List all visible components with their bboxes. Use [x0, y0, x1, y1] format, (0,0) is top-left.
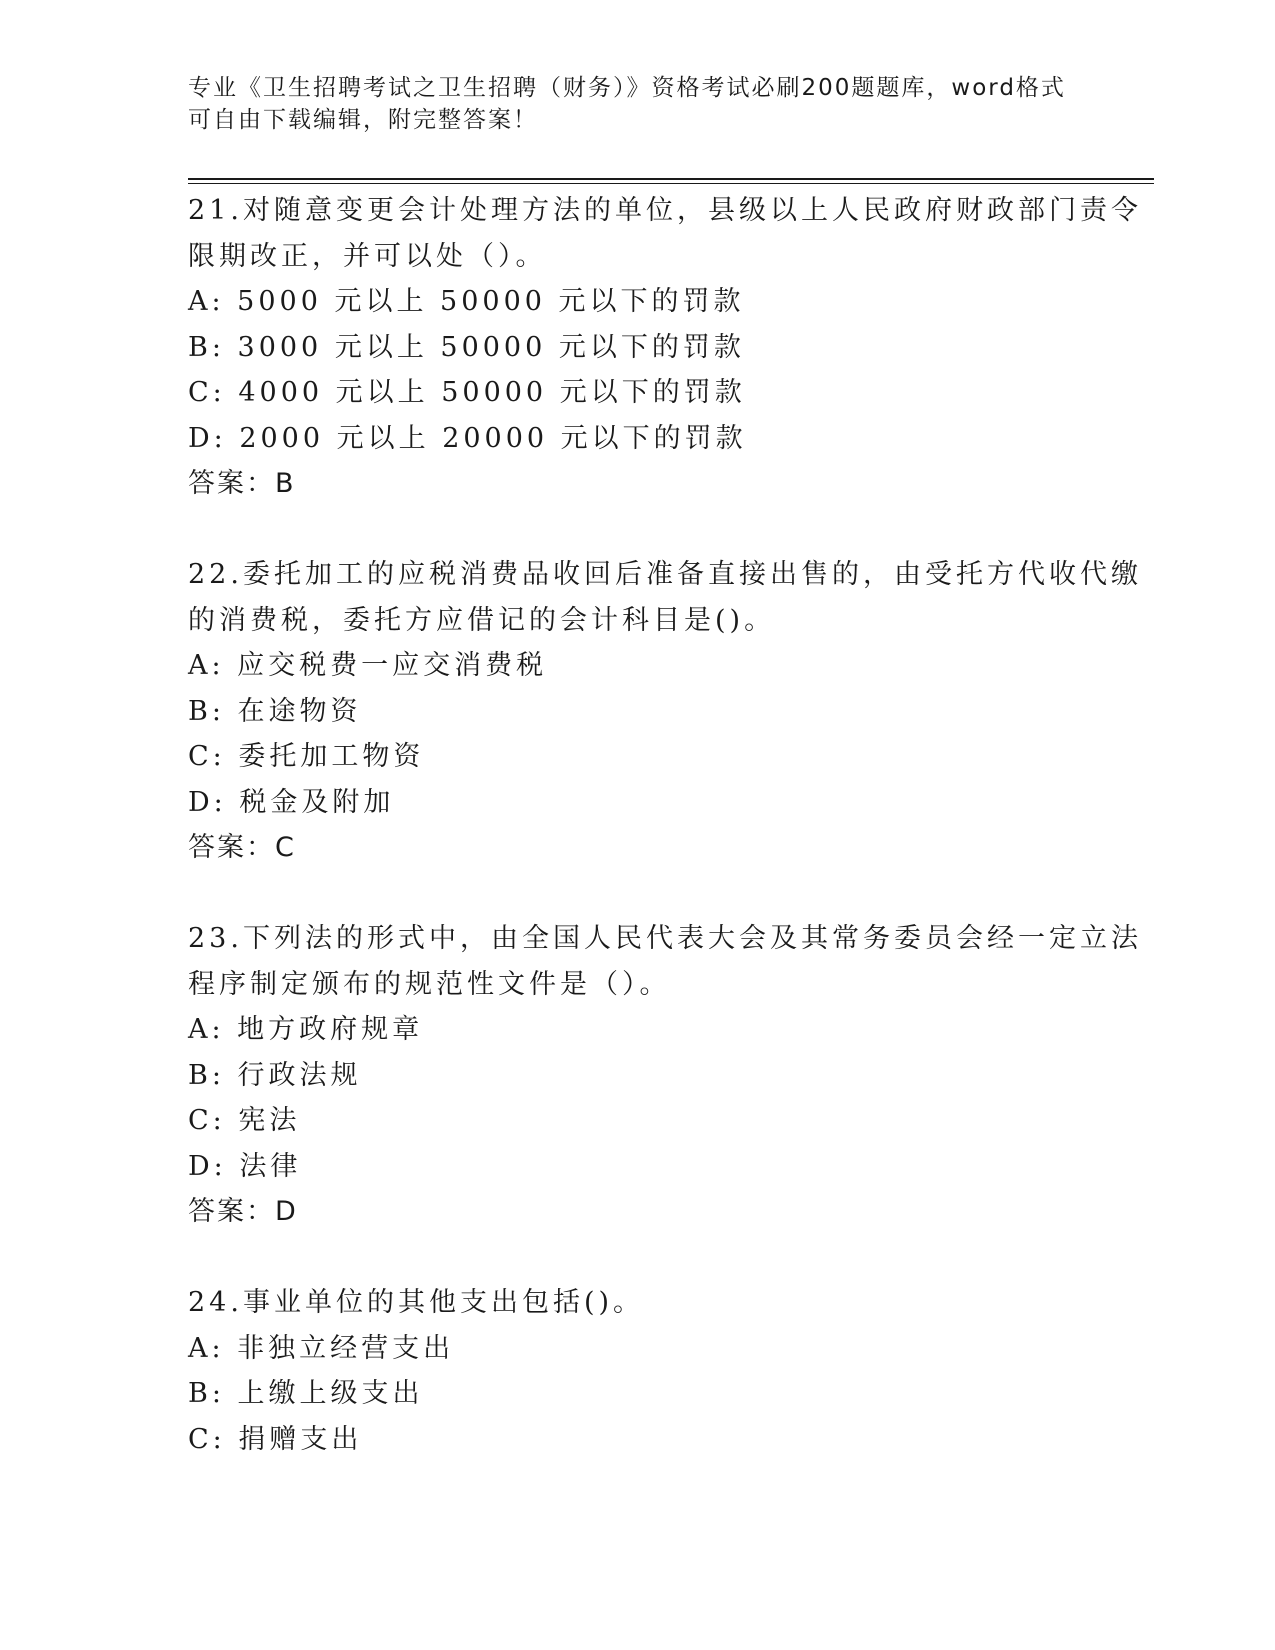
question-23: [188, 916, 1142, 1235]
header-line-2: 可自由下载编辑，附完整答案！: [188, 107, 538, 133]
option-c: C: 委托加工物资: [188, 741, 425, 772]
question-21: [188, 188, 1142, 507]
option-c: C: 捐赠支出: [188, 1423, 363, 1455]
document-header: [188, 72, 1088, 136]
option-b: B: 在途物资: [188, 695, 362, 727]
option-d: D: 2000 元以上 20000 元以下的罚款: [188, 422, 747, 454]
option-d: D: 税金及附加: [188, 786, 395, 818]
question-stem-continued: 程序制定颁布的规范性文件是（）。: [188, 968, 671, 1000]
question-stem: 22.委托加工的应税消费品收回后准备直接出售的，由受托方代收代缴: [188, 559, 1142, 590]
question-stem: 24.事业单位的其他支出包括()。: [188, 1287, 645, 1318]
option-a: A: 非独立经营支出: [188, 1332, 455, 1364]
option-d: D: 法律: [188, 1150, 302, 1182]
question-stem-continued: 限期改正，并可以处（）。: [188, 240, 547, 272]
header-line-1: 专业《卫生招聘考试之卫生招聘（财务）》资格考试必刷200题题库，word格式: [188, 75, 1066, 101]
option-c: C: 4000 元以上 50000 元以下的罚款: [188, 377, 746, 408]
question-stem: 23.下列法的形式中，由全国人民代表大会及其常务委员会经一定立法: [188, 923, 1142, 954]
option-b: B: 行政法规: [188, 1059, 362, 1091]
answer: 答案：C: [188, 832, 296, 863]
answer: 答案：B: [188, 468, 296, 499]
header-divider-thin: [188, 183, 1154, 184]
option-a: A: 5000 元以上 50000 元以下的罚款: [188, 286, 745, 317]
option-a: A: 地方政府规章: [188, 1014, 424, 1045]
option-a: A: 应交税费一应交消费税: [188, 650, 548, 681]
option-c: C: 宪法: [188, 1105, 301, 1136]
header-divider-thick: [188, 178, 1154, 180]
option-b: B: 3000 元以上 50000 元以下的罚款: [188, 331, 745, 363]
question-22: [188, 552, 1142, 871]
answer: 答案：D: [188, 1196, 298, 1227]
option-b: B: 上缴上级支出: [188, 1378, 424, 1409]
question-stem: 21.对随意变更会计处理方法的单位，县级以上人民政府财政部门责令: [188, 195, 1142, 226]
question-24: [188, 1280, 1088, 1462]
question-stem-continued: 的消费税，委托方应借记的会计科目是()。: [188, 604, 776, 636]
